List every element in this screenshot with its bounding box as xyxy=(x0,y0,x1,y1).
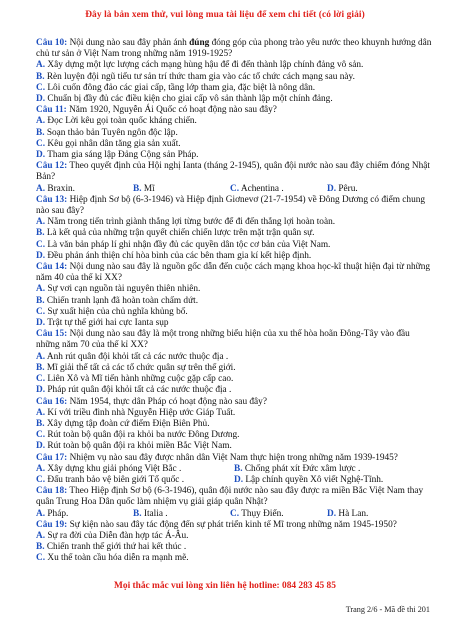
option-text: Liên Xô và Mĩ tiến hành những cuộc gặp cấp cao. xyxy=(47,374,234,385)
option-a xyxy=(36,217,432,228)
option-letter: B. xyxy=(36,362,45,373)
option-letter: C. xyxy=(230,508,240,519)
question-text: Nội dung nào sau đây là một trong những biểu hiện của xu thế hòa hoãn Đông-Tây vào đầu những năm 70 của thế kỉ XX? xyxy=(36,329,410,351)
option-letter: C. xyxy=(230,183,240,194)
option-c xyxy=(36,83,432,94)
option-letter: B. xyxy=(36,127,45,138)
option-b xyxy=(36,128,432,139)
question-text: Theo Hiệp định Sơ bộ (6-3-1946), quân đội nước nào sau đây được ra miền Bắc Việt Nam thay quân Trung Hoa Dân quốc làm nhiệm vụ giải giáp quân Nhật? xyxy=(36,486,424,508)
option-c xyxy=(230,184,327,195)
option-b xyxy=(36,363,432,374)
question-12 xyxy=(36,161,432,195)
option-text: Pháp. xyxy=(47,508,69,519)
question-10 xyxy=(36,38,432,105)
option-text: Rèn luyện đội ngũ tiểu tư sản trí thức tham gia vào các tổ chức cách mạng sau này. xyxy=(46,71,355,82)
option-letter: A. xyxy=(36,217,46,228)
option-text: Rút toàn bộ quân đội ra khỏi miền Bắc Việt Nam. xyxy=(47,441,232,452)
option-text: Là kết quả của những trận quyết chiến chiến lược trên mặt trận quân sự. xyxy=(46,228,315,239)
question-15 xyxy=(36,329,432,396)
option-letter: A. xyxy=(36,183,46,194)
option-letter: B. xyxy=(133,183,142,194)
option-text: Mĩ xyxy=(143,183,155,194)
option-letter: C. xyxy=(36,374,46,385)
option-text: Kí với triều đình nhà Nguyễn Hiệp ước Giáp Tuất. xyxy=(47,407,236,418)
option-text: Kêu gọi nhân dân tăng gia sản xuất. xyxy=(47,138,181,149)
option-letter: C. xyxy=(36,553,46,564)
question-number: Câu 10: xyxy=(36,38,68,48)
option-text: Xây dựng khu giải phóng Việt Bắc . xyxy=(47,463,182,474)
option-letter: C. xyxy=(36,82,46,93)
option-text: Pháp rút quân đội khỏi tất cả các nước thuộc địa . xyxy=(47,385,232,396)
question-text: Năm 1954, thực dân Pháp có hoạt động nào sau đây? xyxy=(67,396,267,407)
option-d xyxy=(36,385,432,396)
option-b xyxy=(133,509,230,520)
option-b xyxy=(36,542,432,553)
option-text: Chiến tranh lạnh đã hoàn toàn chấm dứt. xyxy=(46,295,199,306)
option-d xyxy=(327,509,424,520)
option-letter: B. xyxy=(234,463,243,474)
question-text: Nội dung nào sau đây là nguồn gốc dẫn đến cuộc cách mạng khoa học-kĩ thuật hiện đại từ những năm 40 của thế kỉ XX? xyxy=(36,262,430,284)
option-text: Lôi cuốn đông đảo các giai cấp, tầng lớp tham gia, đặc biệt là nông dân. xyxy=(47,82,316,93)
option-c xyxy=(36,374,432,385)
question-number: Câu 19: xyxy=(36,519,68,530)
option-letter: C. xyxy=(36,239,46,250)
question-13 xyxy=(36,195,432,262)
option-letter: B. xyxy=(36,295,45,306)
option-a xyxy=(36,531,432,542)
preview-banner: Đây là bản xem thử, vui lòng mua tài liệu để xem chi tiết (có lời giải) xyxy=(85,10,365,20)
option-letter: A. xyxy=(36,530,46,541)
question-text-end: đóng góp của phong trào yêu nước theo khuynh hướng dân chủ tư sản ở Việt Nam trong những năm 1919-1925? xyxy=(36,38,432,60)
option-letter: D. xyxy=(234,474,244,485)
option-row xyxy=(36,509,432,520)
option-a xyxy=(36,116,432,127)
question-14 xyxy=(36,262,432,329)
option-letter: B. xyxy=(36,228,45,239)
question-text-start: Nội dung nào sau đây phản ánh xyxy=(67,38,190,48)
question-number: Câu 16: xyxy=(36,396,68,407)
option-c xyxy=(230,509,327,520)
option-letter: A. xyxy=(36,284,46,295)
option-d xyxy=(36,441,432,452)
option-c xyxy=(36,430,432,441)
option-letter: D. xyxy=(36,250,46,261)
option-letter: A. xyxy=(36,60,46,71)
page-number: Trang 2/6 - Mã đề thi 201 xyxy=(345,605,430,614)
question-text: Theo quyết định của Hội nghị Ianta (tháng 2-1945), quân đội nước nào sau đây chiếm đóng Nhật Bản? xyxy=(36,161,430,183)
option-text: Rút toàn bộ quân đội ra khỏi ba nước Đông Dương. xyxy=(47,430,240,441)
option-a xyxy=(36,284,432,295)
option-letter: B. xyxy=(36,71,45,82)
option-a xyxy=(36,352,432,363)
question-number: Câu 13: xyxy=(36,194,68,205)
option-text: Trật tự thế giới hai cực Ianta sụp xyxy=(47,318,169,329)
option-c xyxy=(36,553,432,564)
option-letter: B. xyxy=(36,418,45,429)
question-number: Câu 15: xyxy=(36,329,68,340)
option-text: Sự vơi cạn nguồn tài nguyên thiên nhiên. xyxy=(47,284,201,295)
question-list xyxy=(36,38,432,565)
option-c xyxy=(36,240,432,251)
option-b xyxy=(36,72,432,83)
option-letter: D. xyxy=(36,150,46,161)
option-b xyxy=(36,228,432,239)
option-text: Hà Lan. xyxy=(338,508,369,519)
option-a xyxy=(36,184,133,195)
option-text: Braxin. xyxy=(47,183,76,194)
question-text: Sự kiện nào sau đây tác động đến sự phát triển kinh tế Mĩ trong những năm 1945-1950? xyxy=(67,519,397,530)
option-c xyxy=(36,307,432,318)
option-d xyxy=(234,475,432,486)
option-text: Xây dựng tập đoàn cứ điểm Điện Biên Phủ. xyxy=(46,418,210,429)
option-text: Pêru. xyxy=(338,183,358,194)
option-d xyxy=(36,251,432,262)
option-letter: A. xyxy=(36,351,46,362)
option-text: Tham gia sáng lập Đảng Cộng sản Pháp. xyxy=(47,150,199,161)
option-text: Thụy Điển. xyxy=(241,508,284,519)
option-text: Lập chính quyền Xô viết Nghệ-Tĩnh. xyxy=(245,474,384,485)
question-number: Câu 12: xyxy=(36,161,68,172)
option-text: Chống phát xít Đức xâm lược . xyxy=(244,463,361,474)
option-letter: D. xyxy=(36,441,46,452)
option-text: Là văn bản pháp lí ghi nhận đầy đủ các quyền dân tộc cơ bản của Việt Nam. xyxy=(47,239,331,250)
option-row xyxy=(36,184,432,195)
question-text-emphasis: đúng xyxy=(189,38,210,48)
option-text: Sự xuất hiện của chủ nghĩa khủng bố. xyxy=(47,306,188,317)
option-letter: A. xyxy=(36,463,46,474)
option-letter: C. xyxy=(36,138,46,149)
question-number: Câu 17: xyxy=(36,452,68,463)
option-text: Achentina . xyxy=(240,183,284,194)
option-letter: C. xyxy=(36,474,46,485)
question-17 xyxy=(36,453,432,487)
option-letter: C. xyxy=(36,430,46,441)
option-letter: D. xyxy=(327,508,337,519)
option-b xyxy=(36,296,432,307)
question-text: Năm 1920, Nguyễn Ái Quốc có hoạt động nào sau đây? xyxy=(66,105,277,116)
option-b xyxy=(234,464,432,475)
option-text: Sự ra đời của Diễn đàn hợp tác Á-Âu. xyxy=(47,530,189,541)
option-letter: A. xyxy=(36,508,46,519)
option-b xyxy=(133,184,230,195)
option-d xyxy=(36,94,432,105)
question-text: Nhiệm vụ nào sau đây được nhân dân Việt Nam thực hiện trong những năm 1939-1945? xyxy=(67,452,398,463)
question-number: Câu 14: xyxy=(36,262,68,273)
option-a xyxy=(36,464,234,475)
option-text: Italia . xyxy=(143,508,168,519)
question-18 xyxy=(36,486,432,520)
option-b xyxy=(36,419,432,430)
option-letter: D. xyxy=(36,385,46,396)
option-text: Chuẩn bị đầy đủ các điều kiện cho giai cấp vô sản thành lập một chính đảng. xyxy=(47,94,333,105)
option-letter: B. xyxy=(133,508,142,519)
option-letter: D. xyxy=(327,183,337,194)
hotline-footer: Mọi thắc mắc vui lòng xin liên hệ hotline: 084 283 45 85 xyxy=(114,581,336,591)
question-number: Câu 11: xyxy=(36,105,67,116)
option-a xyxy=(36,408,432,419)
option-text: Đều phản ánh thiện chí hòa bình của các bên tham gia kí kết hiệp định. xyxy=(47,250,312,261)
option-text: Soạn thảo bản Tuyên ngôn độc lập. xyxy=(46,127,178,138)
question-16 xyxy=(36,397,432,453)
option-letter: A. xyxy=(36,407,46,418)
option-d xyxy=(36,150,432,161)
question-11 xyxy=(36,105,432,161)
option-text: Đấu tranh bảo vệ biên giới Tổ quốc . xyxy=(47,474,185,485)
option-text: Chiến tranh thế giới thứ hai kết thúc . xyxy=(46,542,187,553)
option-grid xyxy=(36,464,432,486)
option-letter: C. xyxy=(36,306,46,317)
option-text: Nằm trong tiến trình giành thắng lợi từng bước để đi đến thắng lợi hoàn toàn. xyxy=(47,217,336,228)
option-c xyxy=(36,475,234,486)
option-c xyxy=(36,139,432,150)
option-text: Xây dựng một lực lượng cách mạng hùng hậu để đi đến thành lập chính đảng vô sản. xyxy=(47,60,364,71)
question-19 xyxy=(36,520,432,565)
option-letter: B. xyxy=(36,542,45,553)
option-a xyxy=(36,60,432,71)
option-letter: D. xyxy=(36,94,46,105)
option-d xyxy=(327,184,424,195)
option-letter: A. xyxy=(36,116,46,127)
option-d xyxy=(36,318,432,329)
option-a xyxy=(36,509,133,520)
question-number: Câu 18: xyxy=(36,486,68,497)
option-text: Mĩ giải thể tất cả các tổ chức quân sự trên thế giới. xyxy=(46,362,236,373)
option-text: Anh rút quân đội khỏi tất cả các nước thuộc địa . xyxy=(46,351,229,362)
option-text: Xu thế toàn cầu hóa diễn ra mạnh mẽ. xyxy=(47,553,189,564)
option-text: Đọc Lời kêu gọi toàn quốc kháng chiến. xyxy=(47,116,197,127)
option-letter: D. xyxy=(36,318,46,329)
question-text: Hiệp định Sơ bộ (6-3-1946) và Hiệp định Giơnevơ (21-7-1954) về Đông Dương có điểm chung nào sau đây? xyxy=(36,194,426,217)
